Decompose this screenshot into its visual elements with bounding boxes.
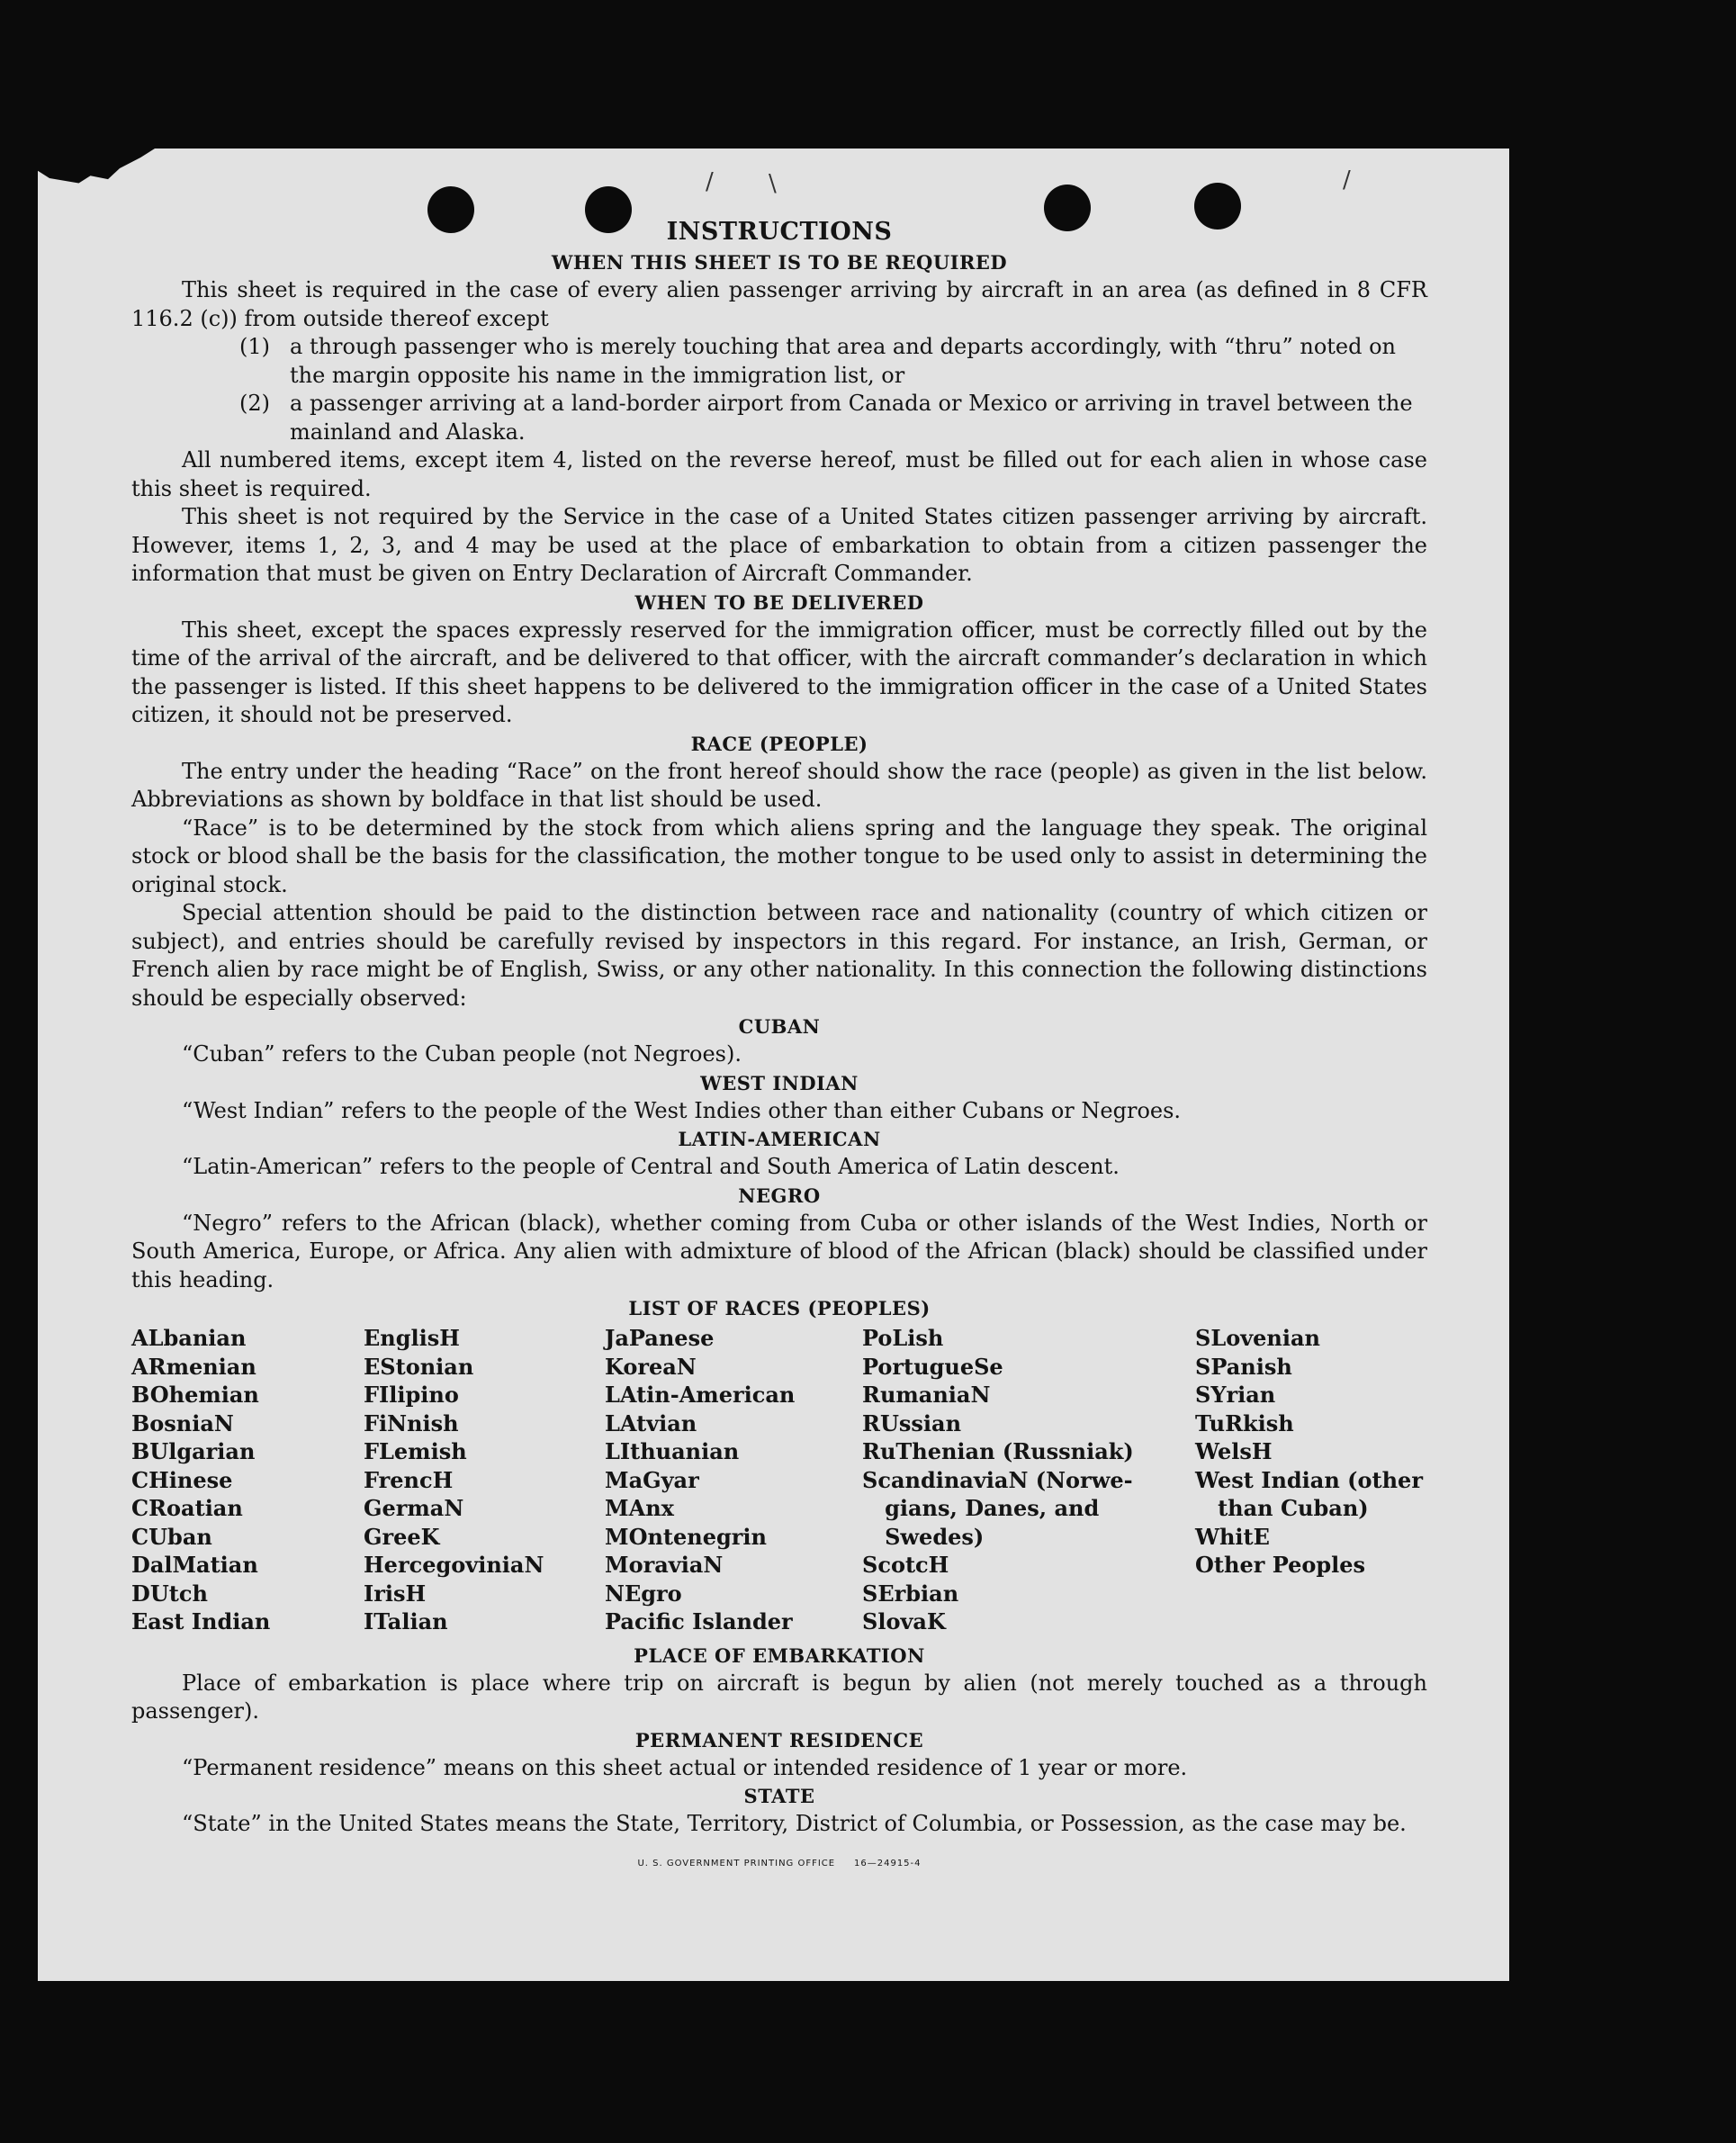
paragraph: Special attention should be paid to the distinction between race and nationality (country of which citizen or subject), and entries should be carefully revised by inspectors in this regard. For instance, an Irish, German, or French alien by race might be of English, Swiss, or any other nationality. In this connection the following distinctions should be especially observed: [131, 900, 1427, 1011]
race-entry: DUtch [131, 1580, 208, 1607]
race-entry: East Indian [131, 1608, 271, 1634]
paragraph: Place of embarkation is place where trip on aircraft is begun by alien (not merely touched as a through passenger). [131, 1670, 1427, 1724]
race-entry: FrencH [364, 1466, 454, 1493]
paragraph: “Race” is to be determined by the stock from which aliens spring and the language they speak. The original stock or blood shall be the basis for the classification, the mother tongue to be used only to assist in determining the original stock. [131, 815, 1427, 897]
race-entry: EnglisH [364, 1325, 460, 1351]
race-entry: MOntenegrin [605, 1523, 767, 1550]
paragraph: “State” in the United States means the State, Territory, District of Columbia, or Possession, as the case may be. [182, 1811, 1407, 1836]
paragraph: “Cuban” refers to the Cuban people (not Negroes). [182, 1041, 742, 1067]
race-entry: MoraviaN [605, 1552, 724, 1578]
numbered-item [239, 333, 1427, 390]
race-entry: CUban [131, 1523, 212, 1550]
section-heading: NEGRO [738, 1184, 821, 1207]
race-entry: NEgro [605, 1580, 682, 1607]
numbered-item [239, 390, 1427, 446]
race-entry: FIlipino [364, 1382, 459, 1408]
race-entry: RuThenian (Russniak) [862, 1438, 1134, 1464]
races-column [1195, 1324, 1423, 1636]
section-heading: WEST INDIAN [700, 1071, 859, 1094]
race-entry: WhitE [1195, 1523, 1270, 1550]
page-title: INSTRUCTIONS [666, 218, 893, 246]
race-entry: IrisH [364, 1580, 427, 1607]
race-entry: FiNnish [364, 1409, 459, 1436]
race-entry: Pacific Islander [605, 1608, 793, 1634]
pencil-mark: \ [769, 170, 777, 197]
race-entry: GermaN [364, 1495, 464, 1521]
section-heading: RACE (PEOPLE) [690, 732, 868, 755]
paragraph: “Latin-American” refers to the people of Central and South America of Latin descent. [182, 1154, 1120, 1179]
race-entry: WelsH [1195, 1438, 1273, 1464]
races-heading: LIST OF RACES (PEOPLES) [628, 1297, 931, 1319]
section-heading: PERMANENT RESIDENCE [634, 1728, 924, 1751]
race-entry: SPanish [1195, 1353, 1292, 1380]
paragraph: This sheet is required in the case of every alien passenger arriving by aircraft in an area (as defined in 8 CFR 116.2 (c)) from outside thereof except [131, 277, 1427, 331]
race-entry: ITalian [364, 1608, 448, 1634]
race-entry: RUssian [862, 1409, 962, 1436]
races-column [364, 1324, 605, 1636]
race-entry: Swedes) [862, 1523, 985, 1550]
race-entry: LAtvian [605, 1409, 697, 1436]
race-entry: SlovaK [862, 1608, 946, 1634]
race-entry: ALbanian [131, 1325, 247, 1351]
race-entry: West Indian (other [1195, 1466, 1423, 1493]
race-entry: BosniaN [131, 1409, 234, 1436]
section-heading: LATIN-AMERICAN [678, 1128, 881, 1150]
section-heading: STATE [743, 1785, 815, 1807]
races-column [862, 1324, 1195, 1636]
race-entry: LIthuanian [605, 1438, 740, 1464]
race-entry: SLovenian [1195, 1325, 1320, 1351]
paragraph: “Negro” refers to the African (black), whether coming from Cuba or other islands of the West Indies, North or South America, Europe, or Africa. Any alien with admixture of blood of the African (black) should be classified under this heading. [131, 1210, 1427, 1292]
instructions-content [131, 216, 1427, 1877]
race-entry: JaPanese [605, 1325, 715, 1351]
race-entry: ARmenian [131, 1353, 256, 1380]
paragraph: “Permanent residence” means on this sheet actual or intended residence of 1 year or more. [182, 1754, 1188, 1780]
race-entry: ScotcH [862, 1552, 949, 1578]
item-text: a through passenger who is merely touching that area and departs accordingly, with “thru” noted on the margin opposite his name in the immigration list, or [290, 334, 1397, 388]
item-number: (1) [239, 334, 270, 359]
item-number: (2) [239, 391, 270, 416]
section-heading: PLACE OF EMBARKATION [634, 1643, 925, 1667]
race-entry: EStonian [364, 1353, 474, 1380]
race-entry: ScandinaviaN (Norwe- [862, 1466, 1133, 1493]
paragraph: All numbered items, except item 4, listed on the reverse hereof, must be filled out for each alien in whose case this sheet is required. [131, 447, 1427, 501]
races-column [131, 1324, 364, 1636]
race-entry: TuRkish [1195, 1409, 1294, 1436]
race-entry: RumaniaN [862, 1382, 991, 1408]
paragraph: This sheet, except the spaces expressly reserved for the immigration officer, must be correctly filled out by the time of the arrival of the aircraft, and be delivered to that officer, with the aircraft commander’s declaration in which the passenger is listed. If this sheet happens to be delivered to the immigration officer in the case of a United States citizen, it should not be preserved. [131, 617, 1427, 727]
race-entry: SErbian [862, 1580, 959, 1607]
race-entry: than Cuban) [1195, 1495, 1369, 1521]
pencil-mark: / [1343, 167, 1351, 194]
paragraph: This sheet is not required by the Service in the case of a United States citizen passenger arriving by aircraft. However, items 1, 2, 3, and 4 may be used at the place of embarkation to obtain from a citizen passenger the information that must be given on Entry Declaration of Aircraft Commander. [131, 504, 1427, 586]
race-entry: MaGyar [605, 1466, 699, 1493]
document-sheet [38, 149, 1509, 1981]
race-entry: MAnx [605, 1495, 674, 1521]
race-entry: gians, Danes, and [862, 1495, 1100, 1521]
race-entry: PortugueSe [862, 1353, 1003, 1380]
race-entry: SYrian [1195, 1382, 1276, 1408]
paragraph: The entry under the heading “Race” on the front hereof should show the race (people) as given in the list below. Abbreviations as shown by boldface in that list should be used. [131, 758, 1427, 812]
race-entry: CRoatian [131, 1495, 243, 1521]
section-heading: WHEN TO BE DELIVERED [634, 590, 924, 614]
race-entry: HercegoviniaN [364, 1552, 544, 1578]
race-entry: BUlgarian [131, 1438, 256, 1464]
race-entry: CHinese [131, 1466, 233, 1493]
printing-office-footer: U. S. GOVERNMENT PRINTING OFFICE 16—24915-4 [637, 1858, 922, 1868]
race-entry: DalMatian [131, 1552, 258, 1578]
race-entry: BOhemian [131, 1382, 259, 1408]
torn-corner [38, 149, 155, 198]
races-list [131, 1324, 1427, 1636]
paragraph: “West Indian” refers to the people of the West Indies other than either Cubans or Negroes. [182, 1097, 1182, 1123]
item-text: a passenger arriving at a land-border airport from Canada or Mexico or arriving in travel between the mainland and Alaska. [290, 391, 1413, 445]
section-heading: CUBAN [738, 1015, 821, 1038]
race-entry: KoreaN [605, 1353, 697, 1380]
race-entry: PoLish [862, 1325, 944, 1351]
pencil-mark: / [706, 168, 714, 195]
race-entry: Other Peoples [1195, 1552, 1366, 1578]
race-entry: FLemish [364, 1438, 467, 1464]
race-entry: LAtin-American [605, 1382, 796, 1408]
races-column [605, 1324, 862, 1636]
section-heading: WHEN THIS SHEET IS TO BE REQUIRED [551, 251, 1008, 274]
race-entry: GreeK [364, 1523, 440, 1550]
